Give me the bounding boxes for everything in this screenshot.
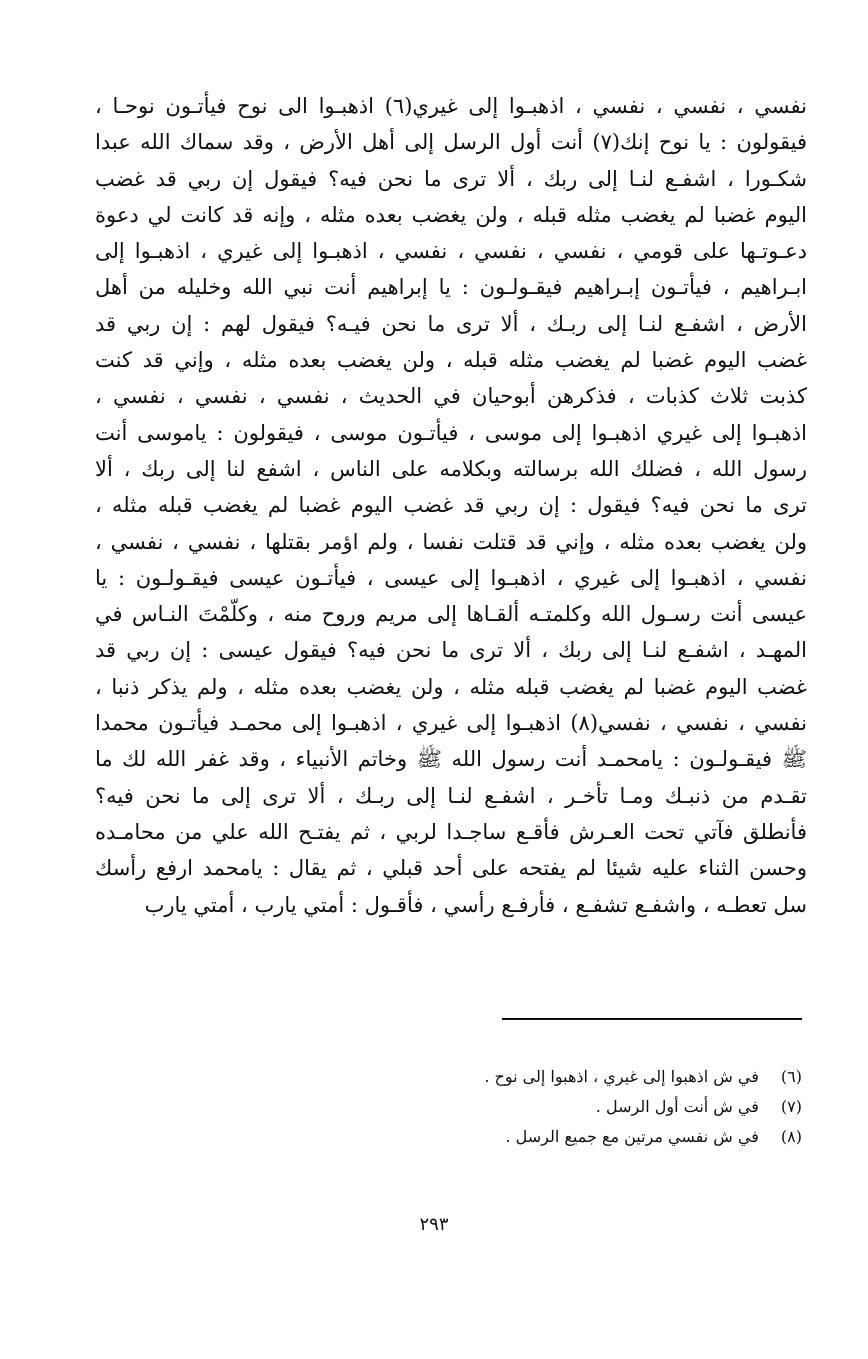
text-line-12: ترى ما نحن فيه؟ فيقول : إن ربي قد غضب اليوم غضبا لم يغضب قبله مثله ، bbox=[95, 493, 807, 518]
text-line-18: نفسي ، نفسي ، نفسي(٨) اذهبـوا إلى غيري ، اذهبـوا إلى محمـد فيأتـون محمدا bbox=[95, 711, 807, 736]
text-line-8: غضب اليوم غضبا لم يغضب مثله قبله ، ولن يغضب بعده مثله ، وإني قد كنت bbox=[95, 348, 807, 373]
text-line-3: شكـورا ، اشفـع لنـا إلى ربك ، ألا ترى ما نحن فيه؟ فيقول إن ربي قد غضب bbox=[95, 166, 807, 191]
text-line-14: نفسي ، اذهبـوا إلى غيري ، اذهبـوا إلى عيسى ، فيأتـون عيسى فيقـولـون : يا bbox=[95, 565, 807, 590]
text-line-17: غضب اليوم غضبا لم يغضب قبله مثله ، ولن يغضب بعده مثله ، ولم يذكر ذنبا ، bbox=[95, 674, 807, 699]
footnote-6 bbox=[380, 1062, 802, 1092]
text-line-2: فيقولون : يا نوح إنك(٧) أنت أول الرسل إلى أهل الأرض ، وقد سماك الله عبدا bbox=[95, 130, 807, 155]
text-line-21: فأنطلق فآتي تحت العـرش فأقـع ساجـدا لربي ، ثم يفتـح الله علي من محامـده bbox=[95, 819, 807, 844]
text-line-10: اذهبـوا إلى غيري اذهبـوا إلى موسى ، فيأتـون موسى ، فيقولون : ياموسى أنت bbox=[95, 420, 807, 445]
text-line-1: نفسي ، نفسي ، نفسي ، اذهبـوا إلى غيري(٦) اذهبـوا الى نوح فيأتـون نوحـا ، bbox=[95, 94, 807, 118]
footnote-number: (٦) bbox=[780, 1067, 802, 1086]
text-line-22: وحسن الثناء عليه شيئا لم يفتحه على أحد قبلي ، ثم يقال : يامحمد ارفع رأسك bbox=[95, 856, 807, 881]
main-text bbox=[95, 88, 807, 923]
footnote-7 bbox=[380, 1092, 802, 1122]
text-line-5: دعـوتـها على قومي ، نفسي ، نفسي ، نفسي ، اذهبـوا إلى غيري ، اذهبـوا إلى bbox=[95, 239, 807, 264]
text-line-4: اليوم غضبا لم يغضب مثله قبله ، ولن يغضب بعده مثله ، وإنه قد كانت لي دعوة bbox=[95, 202, 807, 227]
text-line-13: ولن يغضب بعده مثله ، وإني قد قتلت نفسا ، ولم اؤمر بقتلها ، نفسي ، نفسي ، bbox=[95, 529, 807, 554]
page-number: ٢٩٣ bbox=[419, 1214, 449, 1235]
text-line-23: سل تعطـه ، واشفـع تشفـع ، فأرفـع رأسي ، فأقـول : أمتي يارب ، أمتي يارب bbox=[144, 892, 807, 917]
footnote-8 bbox=[380, 1122, 802, 1152]
footnote-text: في ش نفسي مرتين مع جميع الرسل . bbox=[505, 1127, 759, 1146]
footnote-text: في ش أنت أول الرسل . bbox=[595, 1097, 759, 1116]
text-line-15: عيسى أنت رسـول الله وكلمتـه ألقـاها إلى مريم وروح منه ، وكلّمْتَ النـاس في bbox=[95, 602, 807, 627]
text-line-20: تقـدم من ذنبـك ومـا تأخـر ، اشفـع لنـا إلى ربـك ، ألا ترى إلى ما نحن فيه؟ bbox=[95, 783, 807, 808]
text-line-11: رسول الله ، فضلك الله برسالته وبكلامه على الناس ، اشفع لنا إلى ربك ، ألا bbox=[95, 456, 807, 481]
text-line-6: ابـراهيم ، فيأتـون إبـراهيم فيقـولـون : يا إبراهيم أنت نبي الله وخليله من أهل bbox=[95, 275, 807, 300]
footnotes bbox=[380, 1062, 802, 1152]
text-line-7: الأرض ، اشفـع لنـا إلى ربـك ، ألا ترى ما نحن فيـه؟ فيقول لهم : إن ربي قد bbox=[95, 311, 807, 336]
text-line-16: المهـد ، اشفـع لنـا إلى ربك ، ألا ترى ما نحن فيه؟ فيقول عيسى : إن ربي قد bbox=[95, 638, 807, 663]
footnote-divider bbox=[502, 1018, 802, 1020]
footnote-number: (٨) bbox=[780, 1127, 802, 1146]
footnote-number: (٧) bbox=[780, 1097, 802, 1116]
text-line-9: كذبت ثلاث كذبات ، فذكرهن أبوحيان في الحديث ، نفسي ، نفسي ، نفسي ، bbox=[95, 384, 807, 409]
footnote-text: في ش اذهبوا إلى غيري ، اذهبوا إلى نوح . bbox=[484, 1067, 759, 1086]
text-line-19: ﷺ فيقـولـون : يامحمـد أنت رسول الله ﷺ وخاتم الأنبياء ، وقد غفر الله لك ما bbox=[95, 747, 807, 772]
